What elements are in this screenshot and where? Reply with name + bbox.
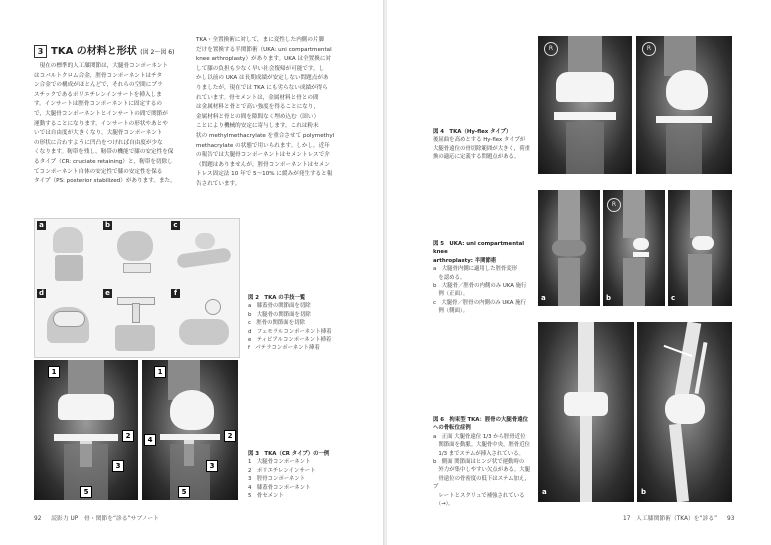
left-footer xyxy=(34,513,159,522)
figure-2-item: a 膝蓋骨の関節面を切除 xyxy=(248,303,311,310)
body-text-column-1: 現在の標準的人工膝関節は，大腿骨コンポーネント はコバルトクロム合金，脛骨コンポーネントはチタ ン合金での構成がほとんどで，それらの空間にプラ スチックであるポリエチレンインサートを挿入しま す。インサートは脛骨コンポーネントに固定するの で，大腿骨コンポーネントとインサートの間で関節が 運動することになります。インサートの形状やあとや いでは自由度が大きくなり，大腿骨コンポーネント の形状に合わすように凹凸をつければ自由度が少な くなります。靭帯を残し，靭帯の機能で膝の安定性を保 るタイプ（CR: cruciate retaining）と，靭帯を切除し てコンポーネント自体の安定性で膝の安定性を保る タイプ（PS: posterior stabilized）があります。また， xyxy=(34,63,176,185)
figure-2-panel-f xyxy=(171,289,237,355)
figure-2-item: e ティビアルコンポーネント挿着 xyxy=(248,337,332,344)
figure-2-label-e: e xyxy=(103,289,112,298)
figure-4-title: 図 4 TKA（Hy-flex タイプ） xyxy=(433,129,512,135)
figure-3-title: 図 3 TKA（CR タイプ）の一例 xyxy=(248,451,330,457)
figure-5-label-b: b xyxy=(606,294,612,302)
figure-6-label-a: a xyxy=(542,488,547,496)
right-page-number: 93 xyxy=(727,516,735,522)
figure-3-xray-lateral xyxy=(142,360,238,500)
section-figure-ref: (図 2〜図 6) xyxy=(140,49,175,56)
figure-2-title: 図 2 TKA の手技一覧 xyxy=(248,295,306,301)
figure-5-label-a: a xyxy=(541,294,546,302)
figure-4-caption xyxy=(433,128,533,162)
figure-3-lat-label-5: 5 xyxy=(178,486,190,498)
figure-3-ap-label-5: 5 xyxy=(80,486,92,498)
figure-3-lat-label-2: 2 xyxy=(224,430,236,442)
figure-3-ap-label-1: 1 xyxy=(48,366,60,378)
figure-2-panel-b xyxy=(103,221,167,285)
figure-5-xray-b xyxy=(603,190,665,306)
body-text-column-2: TKA・全置換術に対して，まに変性した内側の片脚 だけを置換する半関節術（UKA: uni compartmental knee arthroplasty）があります。UKA は全置換に対 して膝の負担も少なく早い社会復帰が可能です。し かし以前の UKA は長期成績が安定しない問題点があ りましたが，現在では TKA にも劣らない成績が得ら れています。骨セメントは，金属材料と骨との間 は金属材料と骨とで高い強度を得ることになり， 金属材料と骨との間を隙間なく埋め込む（固い） ことにより機械的安定に寄与します。これは粉末 状の methylmethacrylate を重合させて polymethyl methacrylate の状態で用いられます。しかし，近年 の報告では大腿骨コンポーネントはセメントレスで介 （問題はありませんが，脛骨コンポーネントはセメン トレス固定法 10 年で 5〜10% に緩みが発生すると報 告されています。 xyxy=(196,37,335,187)
figure-2-panel-d xyxy=(37,289,99,355)
figure-6-item: b 側面 関節面はヒンジ状で運動時の 外力が集中しやすい欠点がある。大腿 骨遠位の骨密度の低下はステム加え，プ レートとスクリュで補強されている （→）。 xyxy=(433,459,531,508)
figure-3-item: 1 大腿骨コンポーネント xyxy=(248,459,311,466)
figure-5-label-c: c xyxy=(671,294,676,302)
figure-5-item: c 大腿骨／脛骨の内側のみ UKA 施行 例（側面）。 xyxy=(433,299,526,315)
figure-5-xray-c xyxy=(668,190,732,306)
figure-5-item: b 大腿骨／脛骨の内側のみ UKA 施行 例（正面）。 xyxy=(433,283,527,298)
left-page xyxy=(0,0,384,545)
figure-3-item: 2 ポリエチレンインサート xyxy=(248,467,316,474)
right-footer xyxy=(623,513,734,522)
left-running-title: 読影力 UP 骨・関節を“診る”サブノート xyxy=(51,516,159,522)
figure-3-caption xyxy=(248,450,358,500)
right-running-title: 17 人工膝関節術（TKA）を“診る” xyxy=(623,516,718,522)
figure-3-lat-label-4: 4 xyxy=(144,434,156,446)
figure-3-ap-label-2: 2 xyxy=(122,430,134,442)
figure-2-item: d フェモラルコンポーネント挿着 xyxy=(248,328,332,335)
figure-6-title: 図 6 拘束型 TKA：脛骨の大腿骨遠位 への骨転位症例 xyxy=(433,417,528,432)
section-title: TKA の材料と形状 xyxy=(51,46,137,57)
figure-4-marker: R xyxy=(642,42,656,56)
figure-5-title: 図 5 UKA: uni compartmental knee arthroplasty: 半関節術 xyxy=(433,241,525,264)
figure-2-panel-e xyxy=(103,289,167,355)
figure-5-xray-a xyxy=(538,190,600,306)
figure-5-caption xyxy=(433,240,535,316)
figure-2-label-f: f xyxy=(171,289,180,298)
figure-3-lat-label-3: 3 xyxy=(206,460,218,472)
figure-2-panel-a xyxy=(37,221,99,285)
figure-3-item: 4 膝蓋骨コンポーネント xyxy=(248,484,311,491)
figure-6-item: a 正面 大腿骨遠位 1/3 から脛骨近位 関節面を動脈。大腿骨中央，脛骨近位 1/3 までステムが挿入されている。 xyxy=(433,433,531,457)
figure-3-item: 3 脛骨コンポーネント xyxy=(248,476,306,483)
right-page xyxy=(387,0,771,545)
figure-2-label-c: c xyxy=(171,221,180,230)
figure-3-ap-label-3: 3 xyxy=(112,460,124,472)
section-heading xyxy=(34,42,174,58)
figure-6-label-b: b xyxy=(641,488,647,496)
figure-2-item: f パテラコンポーネント挿着 xyxy=(248,345,320,352)
figure-2-label-b: b xyxy=(104,221,110,229)
figure-3-xray-ap xyxy=(34,360,138,500)
figure-6-caption xyxy=(433,416,535,508)
figure-6-xray-a xyxy=(538,322,634,502)
figure-2-item: c 脛骨の関節面を切除 xyxy=(248,320,305,327)
left-page-number: 92 xyxy=(34,516,42,522)
figure-3-item: 5 骨セメント xyxy=(248,493,284,500)
figure-6-xray-b xyxy=(637,322,732,502)
figure-4-text: 後屈曲を高めとする Hy-flex タイプが 大腿骨遠位の骨切除範囲が大きく，荷重 換の適応に定義する問題点がある。 xyxy=(433,137,530,161)
figure-4-xray-ap xyxy=(538,36,632,174)
figure-5-marker: R xyxy=(607,198,621,212)
section-number: 3 xyxy=(34,45,47,58)
figure-4-xray-lateral xyxy=(636,36,732,174)
figure-2-panel-c xyxy=(171,221,237,285)
figure-2-caption xyxy=(248,294,358,353)
figure-5-item: a 大腿骨内側に適用した脛骨変形 を認める。 xyxy=(433,266,518,281)
figure-2-drawings xyxy=(34,218,240,358)
figure-3-lat-label-1: 1 xyxy=(154,366,166,378)
figure-2-item: b 大腿骨の関節面を切除 xyxy=(248,311,311,318)
figure-2-label-d: d xyxy=(38,289,44,297)
figure-4-marker: R xyxy=(544,42,558,56)
figure-2-label-a: a xyxy=(37,221,46,230)
